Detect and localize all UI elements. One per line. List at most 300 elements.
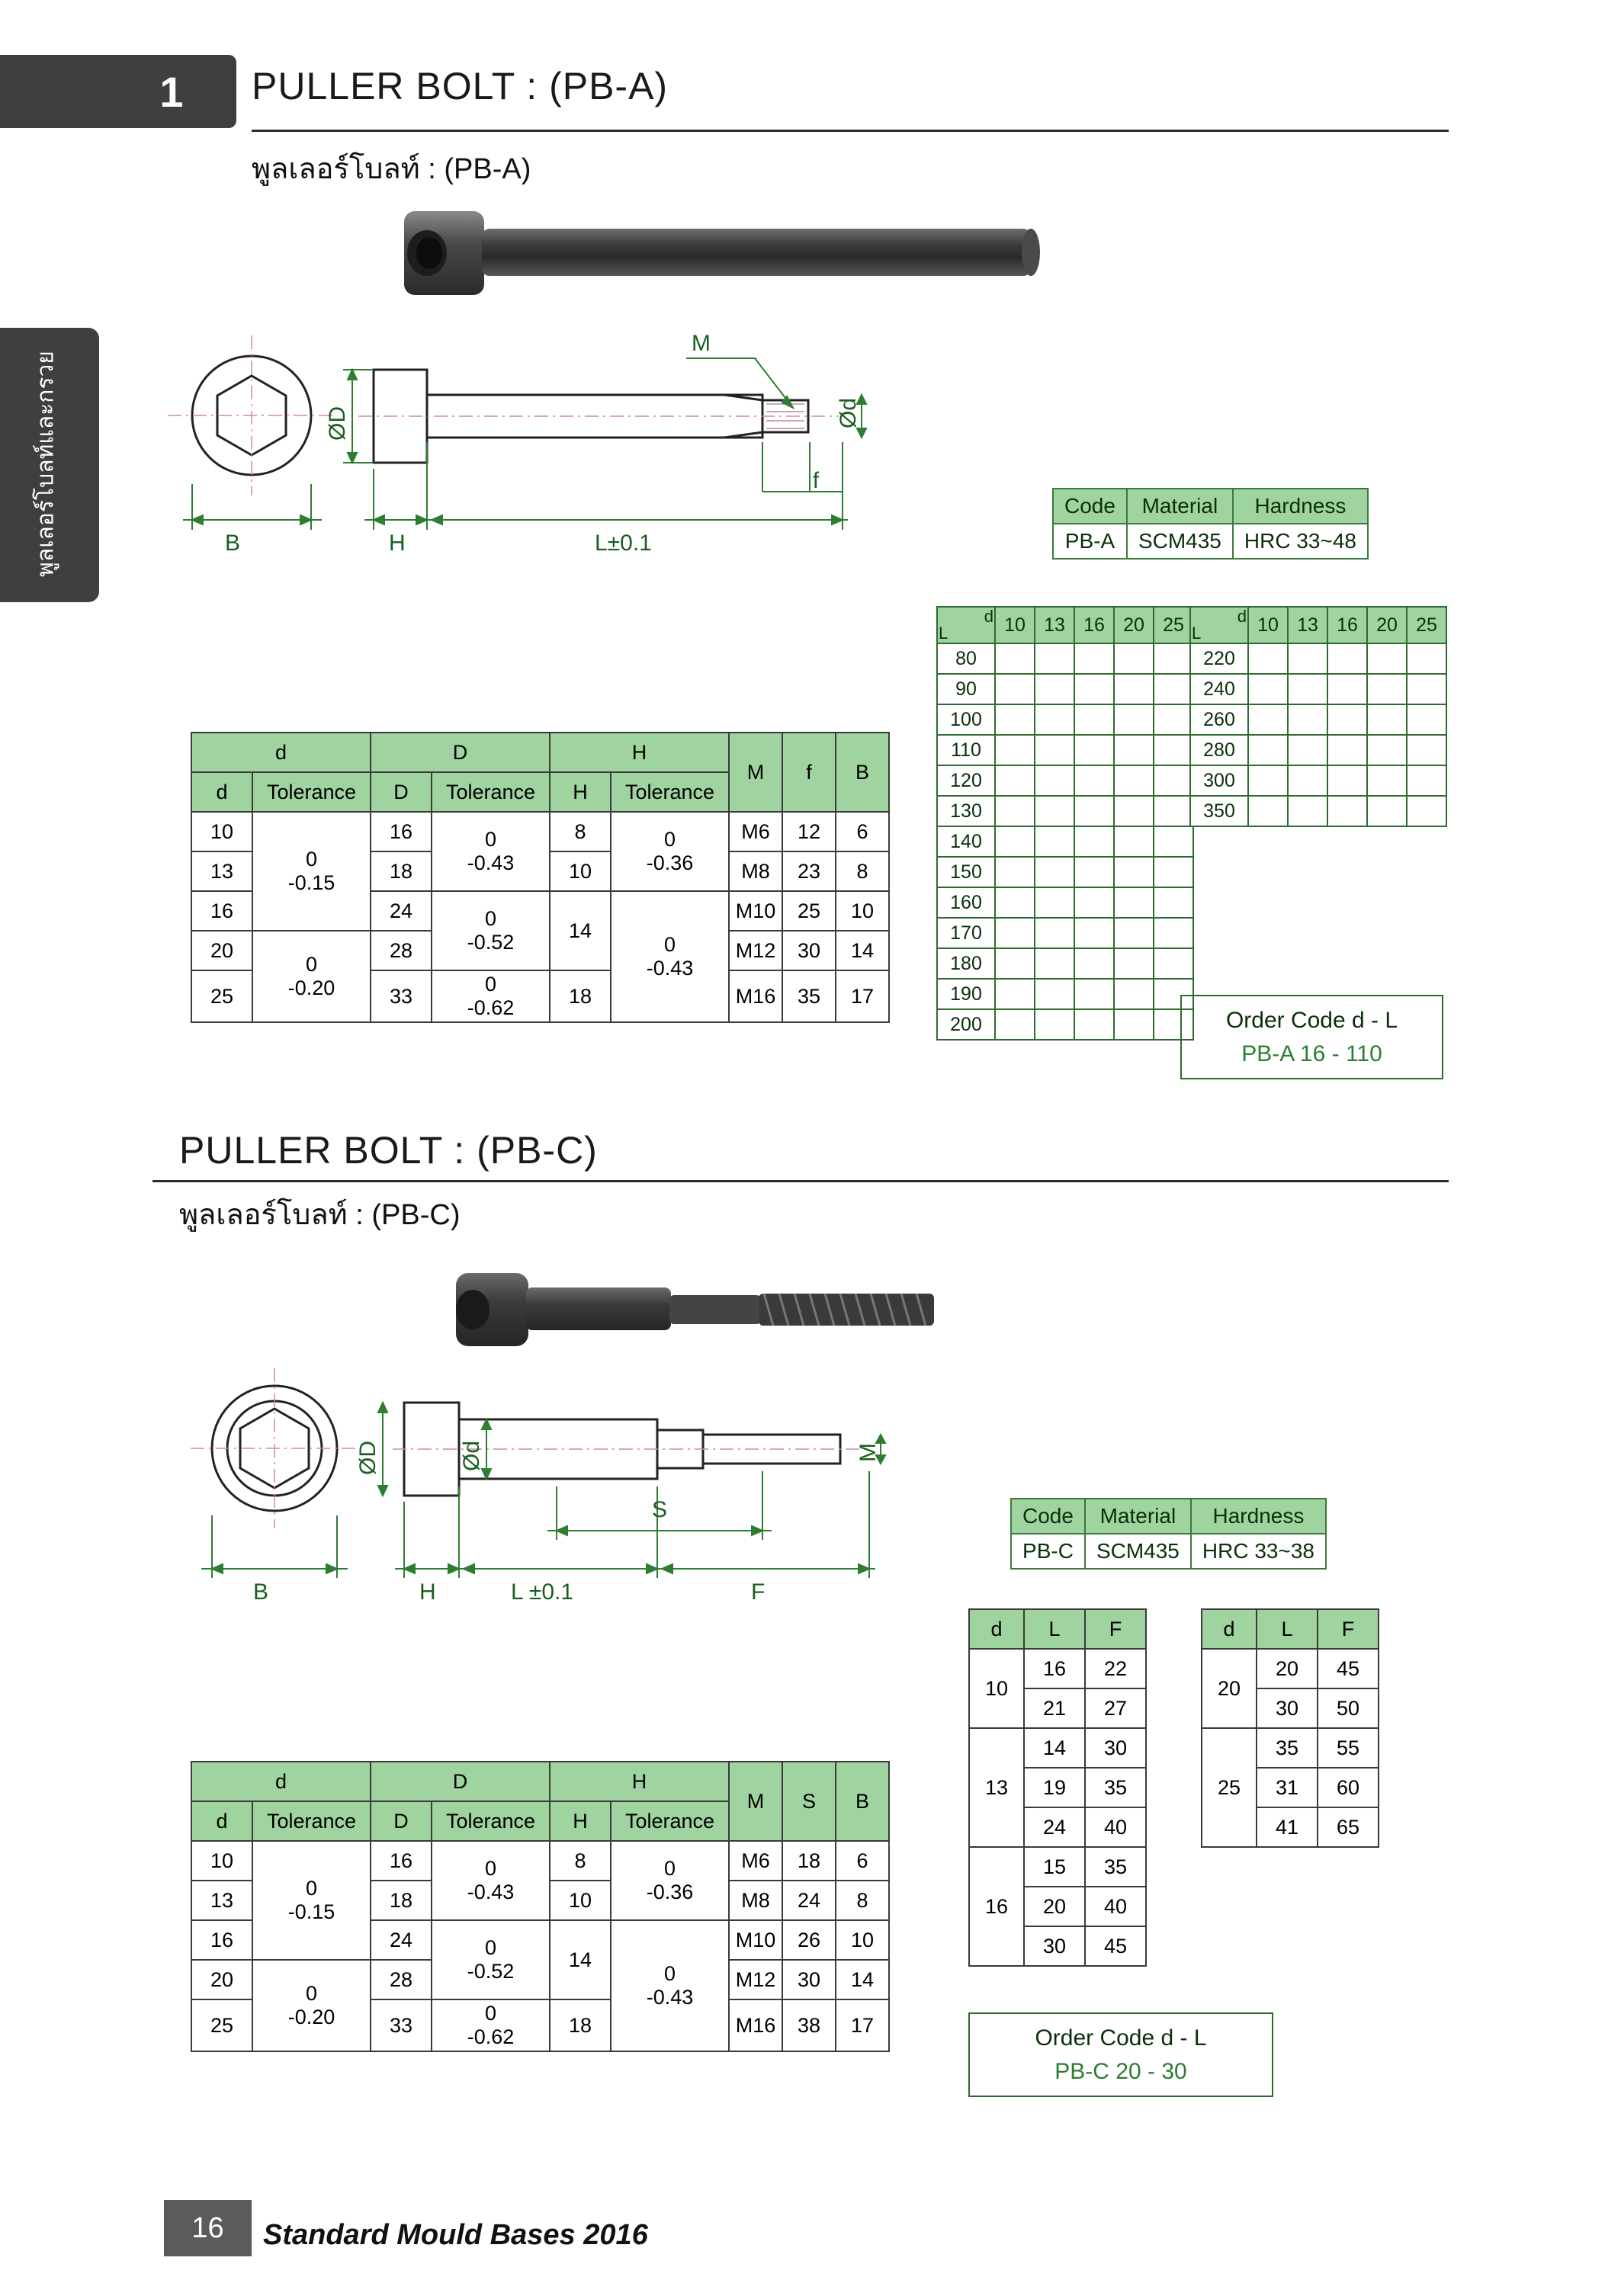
code-header-material: Material xyxy=(1127,489,1233,524)
cell xyxy=(1074,857,1114,887)
dim-group-H: H xyxy=(550,1762,729,1801)
cell xyxy=(1074,765,1114,796)
dim-header-B: B xyxy=(836,733,889,812)
dim-d: 25 xyxy=(191,1999,252,2051)
dim-B: 10 xyxy=(836,1920,889,1960)
dim-header-M: M xyxy=(729,733,782,812)
cell xyxy=(1248,796,1288,826)
tol-lower: -0.36 xyxy=(646,851,694,874)
lf-L: 14 xyxy=(1024,1728,1085,1768)
tol-lower: -0.15 xyxy=(287,1900,335,1923)
dim-H-tol xyxy=(611,1841,729,1920)
code-header-code: Code xyxy=(1011,1499,1085,1534)
cell xyxy=(1114,643,1154,674)
cell xyxy=(1154,857,1193,887)
dim-D-tol xyxy=(432,1841,550,1920)
table-row xyxy=(937,704,1193,735)
dim-B: 14 xyxy=(836,931,889,970)
cell xyxy=(1154,826,1193,857)
lf-L: 35 xyxy=(1257,1728,1318,1768)
length-grid-d-header: 10 xyxy=(1248,607,1288,643)
cell xyxy=(1035,979,1074,1009)
order-code-line1: Order Code d - L xyxy=(1035,2025,1207,2051)
dim-M: M6 xyxy=(729,1841,782,1881)
dim-header-B: B xyxy=(836,1762,889,1841)
lf-header-d: d xyxy=(1202,1609,1257,1649)
tol-upper: 0 xyxy=(484,907,497,930)
lf-F: 35 xyxy=(1085,1768,1146,1807)
cell xyxy=(1367,704,1407,735)
length-value: 100 xyxy=(937,704,995,735)
length-value: 200 xyxy=(937,1009,995,1040)
tol-lower: -0.20 xyxy=(287,976,335,999)
dim-D: 16 xyxy=(371,1841,432,1881)
length-grid-d-header: 25 xyxy=(1154,607,1193,643)
order-code-line1: Order Code d - L xyxy=(1225,1008,1398,1033)
section-number: 1 xyxy=(159,67,184,116)
lf-L: 24 xyxy=(1024,1807,1085,1847)
length-grid-pb-a-right xyxy=(1189,606,1447,827)
dim-S: 24 xyxy=(782,1881,836,1920)
lf-d: 25 xyxy=(1202,1728,1257,1847)
cell xyxy=(1154,796,1193,826)
tol-lower: -0.43 xyxy=(646,1986,694,2009)
cell xyxy=(995,674,1035,704)
table-row xyxy=(1053,524,1368,559)
length-value: 220 xyxy=(1190,643,1248,674)
lf-L: 30 xyxy=(1257,1688,1318,1728)
hardness-value: HRC 33~38 xyxy=(1191,1534,1326,1569)
table-row xyxy=(937,826,1193,857)
cell xyxy=(1114,979,1154,1009)
cell xyxy=(1288,643,1327,674)
dim-subheader-H: H xyxy=(550,1801,611,1841)
cell xyxy=(1327,735,1367,765)
cell xyxy=(1327,796,1367,826)
lf-table-pb-c-left xyxy=(968,1608,1147,1967)
dim-d: 16 xyxy=(191,891,252,931)
material-value: SCM435 xyxy=(1085,1534,1191,1569)
cell xyxy=(1288,765,1327,796)
section-badge xyxy=(107,55,236,128)
table-row xyxy=(1190,704,1446,735)
dimension-table-pb-a xyxy=(191,732,890,1023)
dimension-table-pb-c xyxy=(191,1761,890,2052)
dim-subheader-d-tol: Tolerance xyxy=(252,772,371,812)
tol-upper: 0 xyxy=(305,848,318,871)
lf-F: 22 xyxy=(1085,1649,1146,1688)
lf-header-F: F xyxy=(1318,1609,1379,1649)
dim-S: 18 xyxy=(782,1841,836,1881)
side-tab-label: พูลเลอร์โบลท์และกรวย xyxy=(33,351,59,577)
page-title-pb-c: PULLER BOLT : (PB-C) xyxy=(179,1129,598,1172)
dim-H-tol xyxy=(611,891,729,1022)
dim-H: 18 xyxy=(550,1999,611,2051)
cell xyxy=(1114,826,1154,857)
code-table-pb-a xyxy=(1052,488,1369,560)
cell xyxy=(1288,674,1327,704)
code-value: PB-C xyxy=(1011,1534,1085,1569)
code-table-pb-c xyxy=(1010,1498,1327,1570)
tol-upper: 0 xyxy=(663,1962,676,1985)
dim-B: 8 xyxy=(836,1881,889,1920)
cell xyxy=(1114,735,1154,765)
length-value: 90 xyxy=(937,674,995,704)
lf-L: 31 xyxy=(1257,1768,1318,1807)
title-rule-c xyxy=(152,1180,1449,1182)
lf-F: 60 xyxy=(1318,1768,1379,1807)
length-grid-d-header: 20 xyxy=(1367,607,1407,643)
length-value: 80 xyxy=(937,643,995,674)
drawing-label-H: H xyxy=(389,531,406,556)
cell xyxy=(1407,704,1446,735)
length-value: 170 xyxy=(937,918,995,948)
code-header-material: Material xyxy=(1085,1499,1191,1534)
dim-H: 14 xyxy=(550,891,611,970)
dim-H: 8 xyxy=(550,812,611,851)
length-value: 180 xyxy=(937,948,995,979)
cell xyxy=(1327,674,1367,704)
dim-d: 25 xyxy=(191,970,252,1022)
cell xyxy=(1407,735,1446,765)
cell xyxy=(1114,704,1154,735)
length-grid-d-header: 13 xyxy=(1035,607,1074,643)
dim-H-tol xyxy=(611,812,729,891)
dim-S: 26 xyxy=(782,1920,836,1960)
dim-f: 23 xyxy=(782,851,836,891)
length-value: 300 xyxy=(1190,765,1248,796)
cell xyxy=(1154,704,1193,735)
cell xyxy=(1367,674,1407,704)
cell xyxy=(1407,643,1446,674)
cell xyxy=(1154,948,1193,979)
dim-M: M12 xyxy=(729,931,782,970)
dim-subheader-H: H xyxy=(550,772,611,812)
dim-header-f: f xyxy=(782,733,836,812)
lf-d: 10 xyxy=(969,1649,1024,1728)
drawing-label-M-c: M xyxy=(855,1443,881,1462)
dim-group-H: H xyxy=(550,733,729,772)
dim-S: 30 xyxy=(782,1960,836,1999)
lf-L: 16 xyxy=(1024,1649,1085,1688)
cell xyxy=(1035,826,1074,857)
dim-B: 14 xyxy=(836,1960,889,1999)
cell xyxy=(1327,704,1367,735)
lf-header-L: L xyxy=(1257,1609,1318,1649)
length-grid-corner: d L xyxy=(1192,607,1247,643)
cell xyxy=(1035,765,1074,796)
table-row xyxy=(937,674,1193,704)
cell xyxy=(1154,735,1193,765)
length-value: 110 xyxy=(937,735,995,765)
cell xyxy=(995,948,1035,979)
dim-d-tol xyxy=(252,931,371,1022)
tol-lower: -0.43 xyxy=(467,1881,515,1903)
lf-F: 35 xyxy=(1085,1847,1146,1887)
cell xyxy=(1154,887,1193,918)
table-row xyxy=(937,796,1193,826)
lf-F: 45 xyxy=(1318,1649,1379,1688)
table-row xyxy=(1190,735,1446,765)
order-code-box-pb-c xyxy=(968,2012,1273,2097)
dim-f: 12 xyxy=(782,812,836,851)
dim-H: 10 xyxy=(550,851,611,891)
cell xyxy=(1114,765,1154,796)
cell xyxy=(1154,674,1193,704)
tol-upper: 0 xyxy=(484,828,497,851)
dim-D: 16 xyxy=(371,812,432,851)
cell xyxy=(1074,735,1114,765)
dim-D: 33 xyxy=(371,1999,432,2051)
footer-text: Standard Mould Bases 2016 xyxy=(263,2219,648,2251)
dim-d: 10 xyxy=(191,812,252,851)
cell xyxy=(1074,887,1114,918)
cell xyxy=(1288,796,1327,826)
cell xyxy=(1288,704,1327,735)
tol-lower: -0.15 xyxy=(287,871,335,894)
length-grid-d-header: 16 xyxy=(1074,607,1114,643)
cell xyxy=(1367,796,1407,826)
dim-group-D: D xyxy=(371,1762,550,1801)
cell xyxy=(1114,796,1154,826)
cell xyxy=(1074,948,1114,979)
page-title: PULLER BOLT : (PB-A) xyxy=(252,65,669,107)
cell xyxy=(1248,735,1288,765)
dim-M: M8 xyxy=(729,1881,782,1920)
cell xyxy=(1248,674,1288,704)
dim-M: M16 xyxy=(729,1999,782,2051)
drawing-label-B-c: B xyxy=(253,1579,269,1605)
dim-B: 17 xyxy=(836,1999,889,2051)
dim-D: 18 xyxy=(371,1881,432,1920)
cell xyxy=(1248,643,1288,674)
cell xyxy=(1074,643,1114,674)
cell xyxy=(995,796,1035,826)
dim-subheader-D: D xyxy=(371,1801,432,1841)
dim-d-tol xyxy=(252,1841,371,1960)
material-value: SCM435 xyxy=(1127,524,1233,559)
lf-header-d: d xyxy=(969,1609,1024,1649)
hardness-value: HRC 33~48 xyxy=(1233,524,1368,559)
page-subtitle-th-pb-c: พูลเลอร์โบลท์ : (PB-C) xyxy=(179,1199,461,1231)
table-row xyxy=(937,887,1193,918)
dim-D: 24 xyxy=(371,891,432,931)
cell xyxy=(1114,887,1154,918)
cell xyxy=(1114,674,1154,704)
length-value: 190 xyxy=(937,979,995,1009)
cell xyxy=(1035,1009,1074,1040)
cell xyxy=(1035,796,1074,826)
lf-F: 40 xyxy=(1085,1887,1146,1926)
cell xyxy=(1154,918,1193,948)
cell xyxy=(1288,735,1327,765)
table-row xyxy=(1190,796,1446,826)
dim-d-tol xyxy=(252,1960,371,2051)
table-row xyxy=(937,857,1193,887)
cell xyxy=(1035,674,1074,704)
length-grid-d-header: 16 xyxy=(1327,607,1367,643)
cell xyxy=(1114,918,1154,948)
lf-L: 41 xyxy=(1257,1807,1318,1847)
dim-subheader-d: d xyxy=(191,772,252,812)
cell xyxy=(1248,765,1288,796)
dim-B: 17 xyxy=(836,970,889,1022)
drawing-label-Od: Ød xyxy=(836,397,861,428)
dim-D: 33 xyxy=(371,970,432,1022)
code-header-code: Code xyxy=(1053,489,1127,524)
dim-f: 25 xyxy=(782,891,836,931)
tol-lower: -0.52 xyxy=(467,1960,515,1983)
table-row xyxy=(191,1841,889,1881)
lf-L: 20 xyxy=(1257,1649,1318,1688)
dim-subheader-H-tol: Tolerance xyxy=(611,1801,729,1841)
cell xyxy=(1035,643,1074,674)
dim-B: 8 xyxy=(836,851,889,891)
code-value: PB-A xyxy=(1053,524,1127,559)
length-value: 150 xyxy=(937,857,995,887)
cell xyxy=(1248,704,1288,735)
drawing-label-B: B xyxy=(225,531,241,556)
dim-D: 28 xyxy=(371,1960,432,1999)
table-row xyxy=(937,1009,1193,1040)
dim-B: 10 xyxy=(836,891,889,931)
lf-L: 19 xyxy=(1024,1768,1085,1807)
length-grid-pb-a-left xyxy=(936,606,1194,1041)
dim-d: 20 xyxy=(191,931,252,970)
table-row xyxy=(969,1649,1146,1688)
table-row xyxy=(1190,674,1446,704)
drawing-label-S-c: S xyxy=(652,1497,668,1522)
cell xyxy=(1035,704,1074,735)
dim-subheader-D-tol: Tolerance xyxy=(432,1801,550,1841)
drawing-label-L: L±0.1 xyxy=(595,531,652,556)
dim-D-tol xyxy=(432,1999,550,2051)
dim-d-tol xyxy=(252,812,371,931)
dim-group-d: d xyxy=(191,1762,371,1801)
lf-F: 50 xyxy=(1318,1688,1379,1728)
cell xyxy=(1407,796,1446,826)
cell xyxy=(1367,643,1407,674)
dim-M: M16 xyxy=(729,970,782,1022)
lf-F: 40 xyxy=(1085,1807,1146,1847)
cell xyxy=(995,1009,1035,1040)
tol-lower: -0.36 xyxy=(646,1881,694,1903)
title-rule xyxy=(252,130,1449,132)
lf-table-pb-c-right xyxy=(1201,1608,1379,1848)
tol-upper: 0 xyxy=(305,1877,318,1900)
length-value: 120 xyxy=(937,765,995,796)
table-row xyxy=(937,979,1193,1009)
drawing-label-H-c: H xyxy=(419,1579,436,1605)
cell xyxy=(1074,796,1114,826)
dim-D-tol xyxy=(432,970,550,1022)
table-row xyxy=(937,948,1193,979)
cell xyxy=(1367,735,1407,765)
cell xyxy=(1114,948,1154,979)
dim-H-tol xyxy=(611,1920,729,2051)
dim-group-d: d xyxy=(191,733,371,772)
cell xyxy=(1154,765,1193,796)
dim-M: M8 xyxy=(729,851,782,891)
tol-upper: 0 xyxy=(484,1936,497,1959)
cell xyxy=(1074,979,1114,1009)
table-row xyxy=(969,1847,1146,1887)
dim-group-D: D xyxy=(371,733,550,772)
dim-B: 6 xyxy=(836,1841,889,1881)
dim-M: M10 xyxy=(729,1920,782,1960)
table-row xyxy=(191,812,889,851)
lf-F: 27 xyxy=(1085,1688,1146,1728)
cell xyxy=(1035,948,1074,979)
dim-d: 13 xyxy=(191,851,252,891)
lf-header-L: L xyxy=(1024,1609,1085,1649)
code-header-hardness: Hardness xyxy=(1191,1499,1326,1534)
length-value: 280 xyxy=(1190,735,1248,765)
dim-D-tol xyxy=(432,1920,550,1999)
length-value: 160 xyxy=(937,887,995,918)
length-grid-d-header: 13 xyxy=(1288,607,1327,643)
dim-D: 18 xyxy=(371,851,432,891)
table-row xyxy=(937,918,1193,948)
cell xyxy=(995,704,1035,735)
lf-L: 21 xyxy=(1024,1688,1085,1728)
code-header-hardness: Hardness xyxy=(1233,489,1368,524)
table-row xyxy=(1202,1728,1379,1768)
tol-upper: 0 xyxy=(484,1857,497,1880)
dim-header-S: S xyxy=(782,1762,836,1841)
table-row xyxy=(937,643,1193,674)
tol-upper: 0 xyxy=(484,2002,497,2025)
cell xyxy=(995,979,1035,1009)
dim-D-tol xyxy=(432,812,550,891)
dim-H: 10 xyxy=(550,1881,611,1920)
cell xyxy=(1035,918,1074,948)
tol-lower: -0.52 xyxy=(467,931,515,954)
length-value: 140 xyxy=(937,826,995,857)
order-code-line2: PB-A 16 - 110 xyxy=(1241,1041,1382,1066)
drawing-label-OD-c: ØD xyxy=(355,1441,380,1475)
dim-d: 13 xyxy=(191,1881,252,1920)
dim-D-tol xyxy=(432,891,550,970)
tol-lower: -0.20 xyxy=(287,2006,335,2028)
product-photo-pb-c xyxy=(450,1262,984,1368)
lf-header-F: F xyxy=(1085,1609,1146,1649)
cell xyxy=(1074,674,1114,704)
length-value: 130 xyxy=(937,796,995,826)
cell xyxy=(1407,765,1446,796)
lf-d: 16 xyxy=(969,1847,1024,1966)
dim-D: 28 xyxy=(371,931,432,970)
dim-subheader-d: d xyxy=(191,1801,252,1841)
dim-d: 10 xyxy=(191,1841,252,1881)
cell xyxy=(1074,826,1114,857)
side-tab xyxy=(0,328,99,602)
dim-M: M12 xyxy=(729,1960,782,1999)
dim-H: 14 xyxy=(550,1920,611,1999)
table-row xyxy=(1190,643,1446,674)
cell xyxy=(995,857,1035,887)
page-number-badge xyxy=(164,2200,252,2256)
dim-B: 6 xyxy=(836,812,889,851)
cell xyxy=(1407,674,1446,704)
tol-lower: -0.62 xyxy=(467,996,515,1019)
drawing-label-Od-c: Ød xyxy=(459,1440,484,1471)
cell xyxy=(995,826,1035,857)
dim-subheader-D-tol: Tolerance xyxy=(432,772,550,812)
cell xyxy=(1035,735,1074,765)
cell xyxy=(1114,857,1154,887)
dim-H: 8 xyxy=(550,1841,611,1881)
